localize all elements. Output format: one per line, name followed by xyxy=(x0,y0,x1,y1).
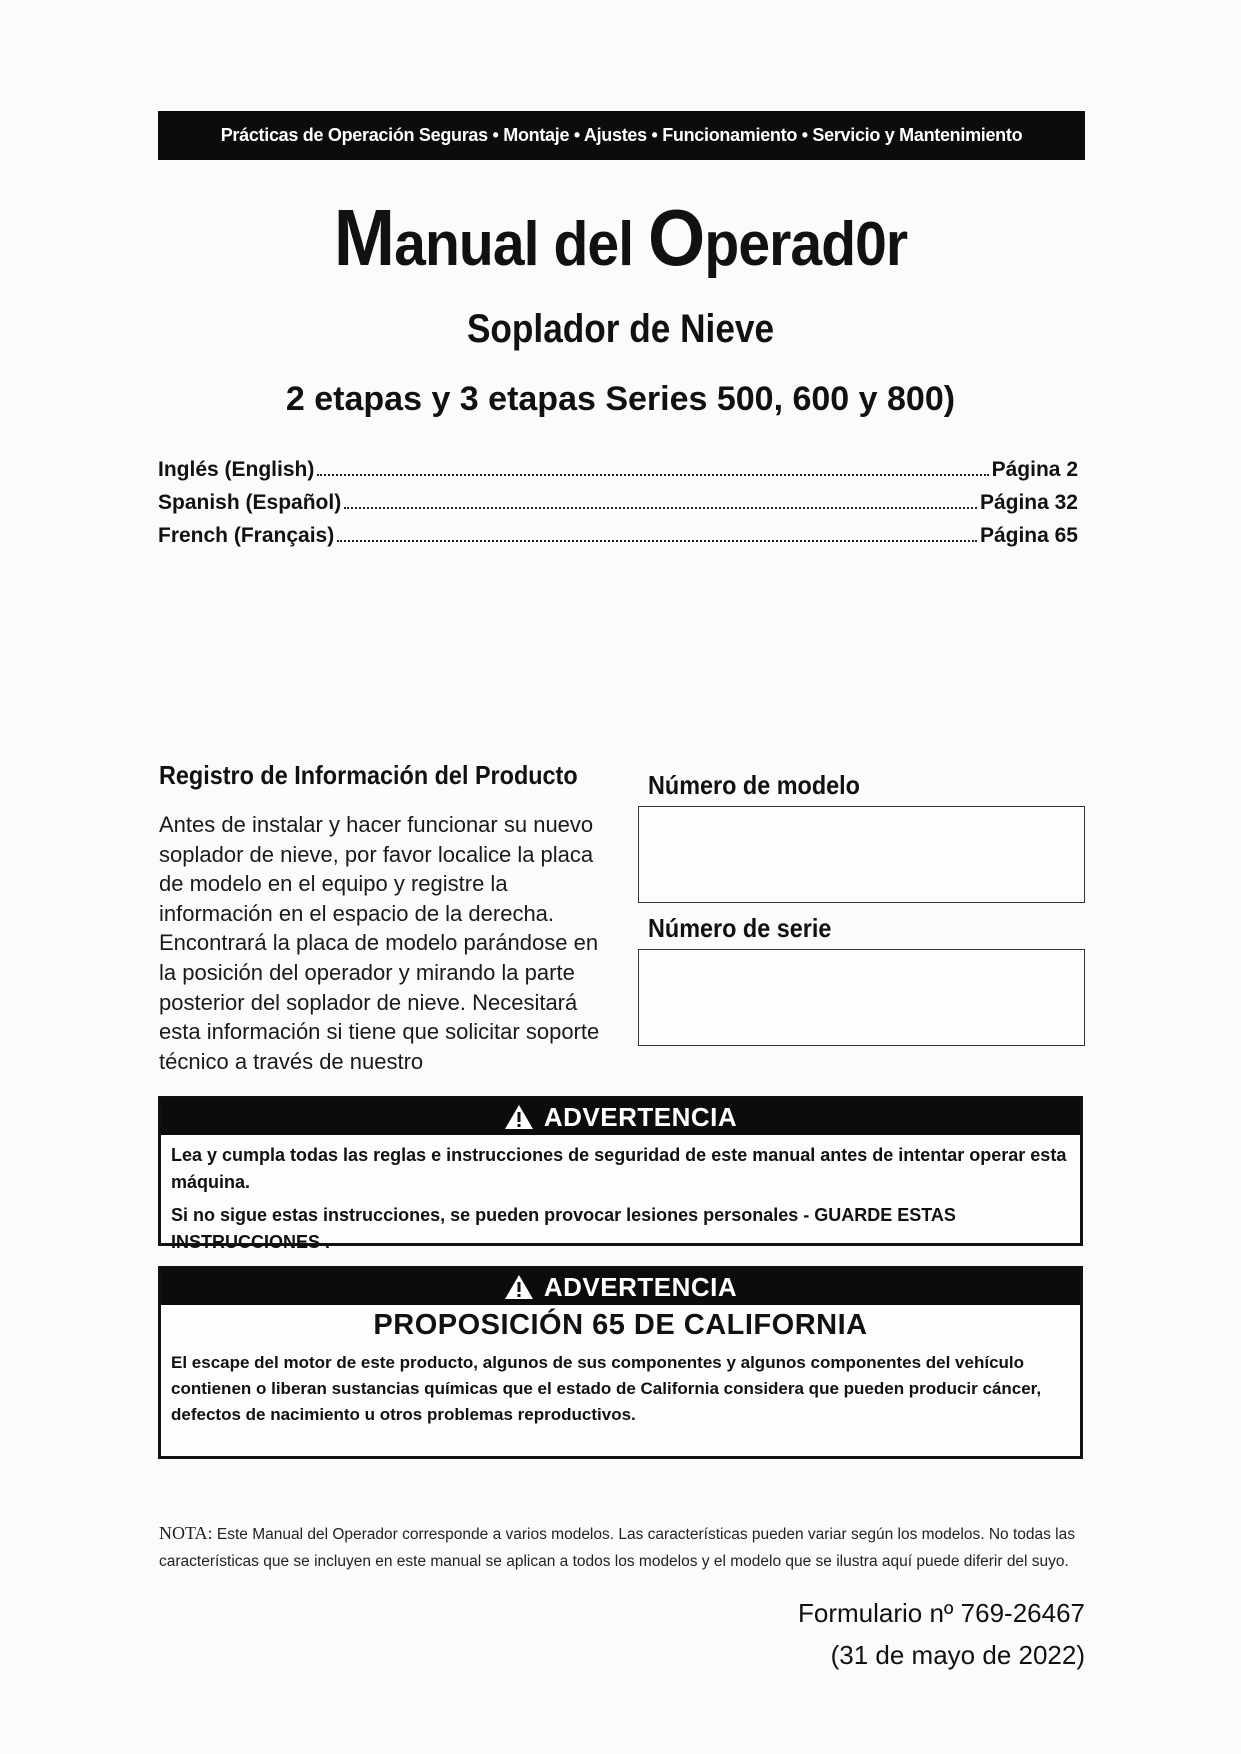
warning-heading: ADVERTENCIA xyxy=(543,1271,738,1302)
toc-leader xyxy=(317,474,988,476)
warning-header xyxy=(161,1269,1080,1305)
title-initial-m: M xyxy=(333,193,395,282)
serial-number-field[interactable] xyxy=(638,949,1085,1046)
note-paragraph xyxy=(159,1520,1089,1575)
toc-row-spanish xyxy=(158,491,1078,524)
language-index xyxy=(158,458,1078,557)
toc-page: Página 65 xyxy=(979,524,1078,547)
product-subtitle: Soplador de Nieve xyxy=(466,307,775,351)
title-initial-o: O xyxy=(648,193,705,282)
toc-row-french xyxy=(158,524,1078,557)
warning-triangle-icon xyxy=(504,1104,534,1130)
model-number-label: Número de modelo xyxy=(648,770,860,800)
toc-row-english xyxy=(158,458,1078,491)
title-part-anual-del: anual del xyxy=(394,210,649,279)
warning-line-2: Si no sigue estas instrucciones, se pueden provocar lesiones personales - GUARDE ESTAS INSTRUCCIONES . xyxy=(171,1205,956,1252)
toc-language: French (Français) xyxy=(158,524,335,547)
prop65-warning-box xyxy=(158,1266,1083,1459)
toc-page: Página 32 xyxy=(979,491,1078,514)
serial-number-label: Número de serie xyxy=(648,913,832,943)
registration-title: Registro de Información del Producto xyxy=(159,760,578,790)
warning-line-1: Lea y cumpla todas las reglas e instrucciones de seguridad de este manual antes de intentar operar esta máquina. xyxy=(171,1145,1067,1192)
topics-text: Prácticas de Operación Seguras • Montaje • Ajustes • Funcionamiento • Servicio y Mantenimiento xyxy=(220,125,1023,145)
warning-header xyxy=(161,1099,1080,1135)
toc-leader xyxy=(344,507,977,509)
toc-leader xyxy=(337,540,977,542)
model-number-field[interactable] xyxy=(638,806,1085,903)
safety-warning-box xyxy=(158,1096,1083,1252)
registration-instructions: Antes de instalar y hacer funcionar su nuevo soplador de nieve, por favor localice la placa de modelo en el equipo y registre la información en el espacio de la derecha. Encontrará la placa de modelo parándose en la posición del operador y mirando la parte posterior del soplador de nieve. Necesitará esta información si tiene que solicitar soporte técnico a través de nuestro xyxy=(159,812,600,1074)
form-number: Formulario nº 769-26467 xyxy=(798,1598,1085,1628)
warning-heading: ADVERTENCIA xyxy=(543,1101,738,1132)
manual-title xyxy=(50,192,1192,284)
prop65-title: PROPOSICIÓN 65 DE CALIFORNIA xyxy=(373,1309,868,1341)
form-date: (31 de mayo de 2022) xyxy=(830,1640,1085,1670)
note-label: NOTA: xyxy=(159,1523,213,1543)
note-text: Este Manual del Operador corresponde a varios modelos. Las características pueden variar según los modelos. No todas las características que se incluyen en este manual se aplican a todos los modelos y el modelo que se ilustra aquí puede diferir del suyo. xyxy=(159,1526,1075,1570)
product-series: 2 etapas y 3 etapas Series 500, 600 y 800) xyxy=(285,380,956,418)
title-part-perador: perad0r xyxy=(704,210,908,279)
warning-triangle-icon xyxy=(504,1274,534,1300)
prop65-text: El escape del motor de este producto, algunos de sus componentes y algunos componentes del vehículo contienen o liberan sustancias químicas que el estado de California considera que pueden producir cáncer, defectos de nacimiento u otros problemas reproductivos. xyxy=(171,1353,1042,1424)
warning-body xyxy=(161,1135,1080,1270)
toc-language: Inglés (English) xyxy=(158,458,315,481)
toc-language: Spanish (Español) xyxy=(158,491,342,514)
toc-page: Página 2 xyxy=(991,458,1078,481)
topics-banner xyxy=(158,111,1085,160)
